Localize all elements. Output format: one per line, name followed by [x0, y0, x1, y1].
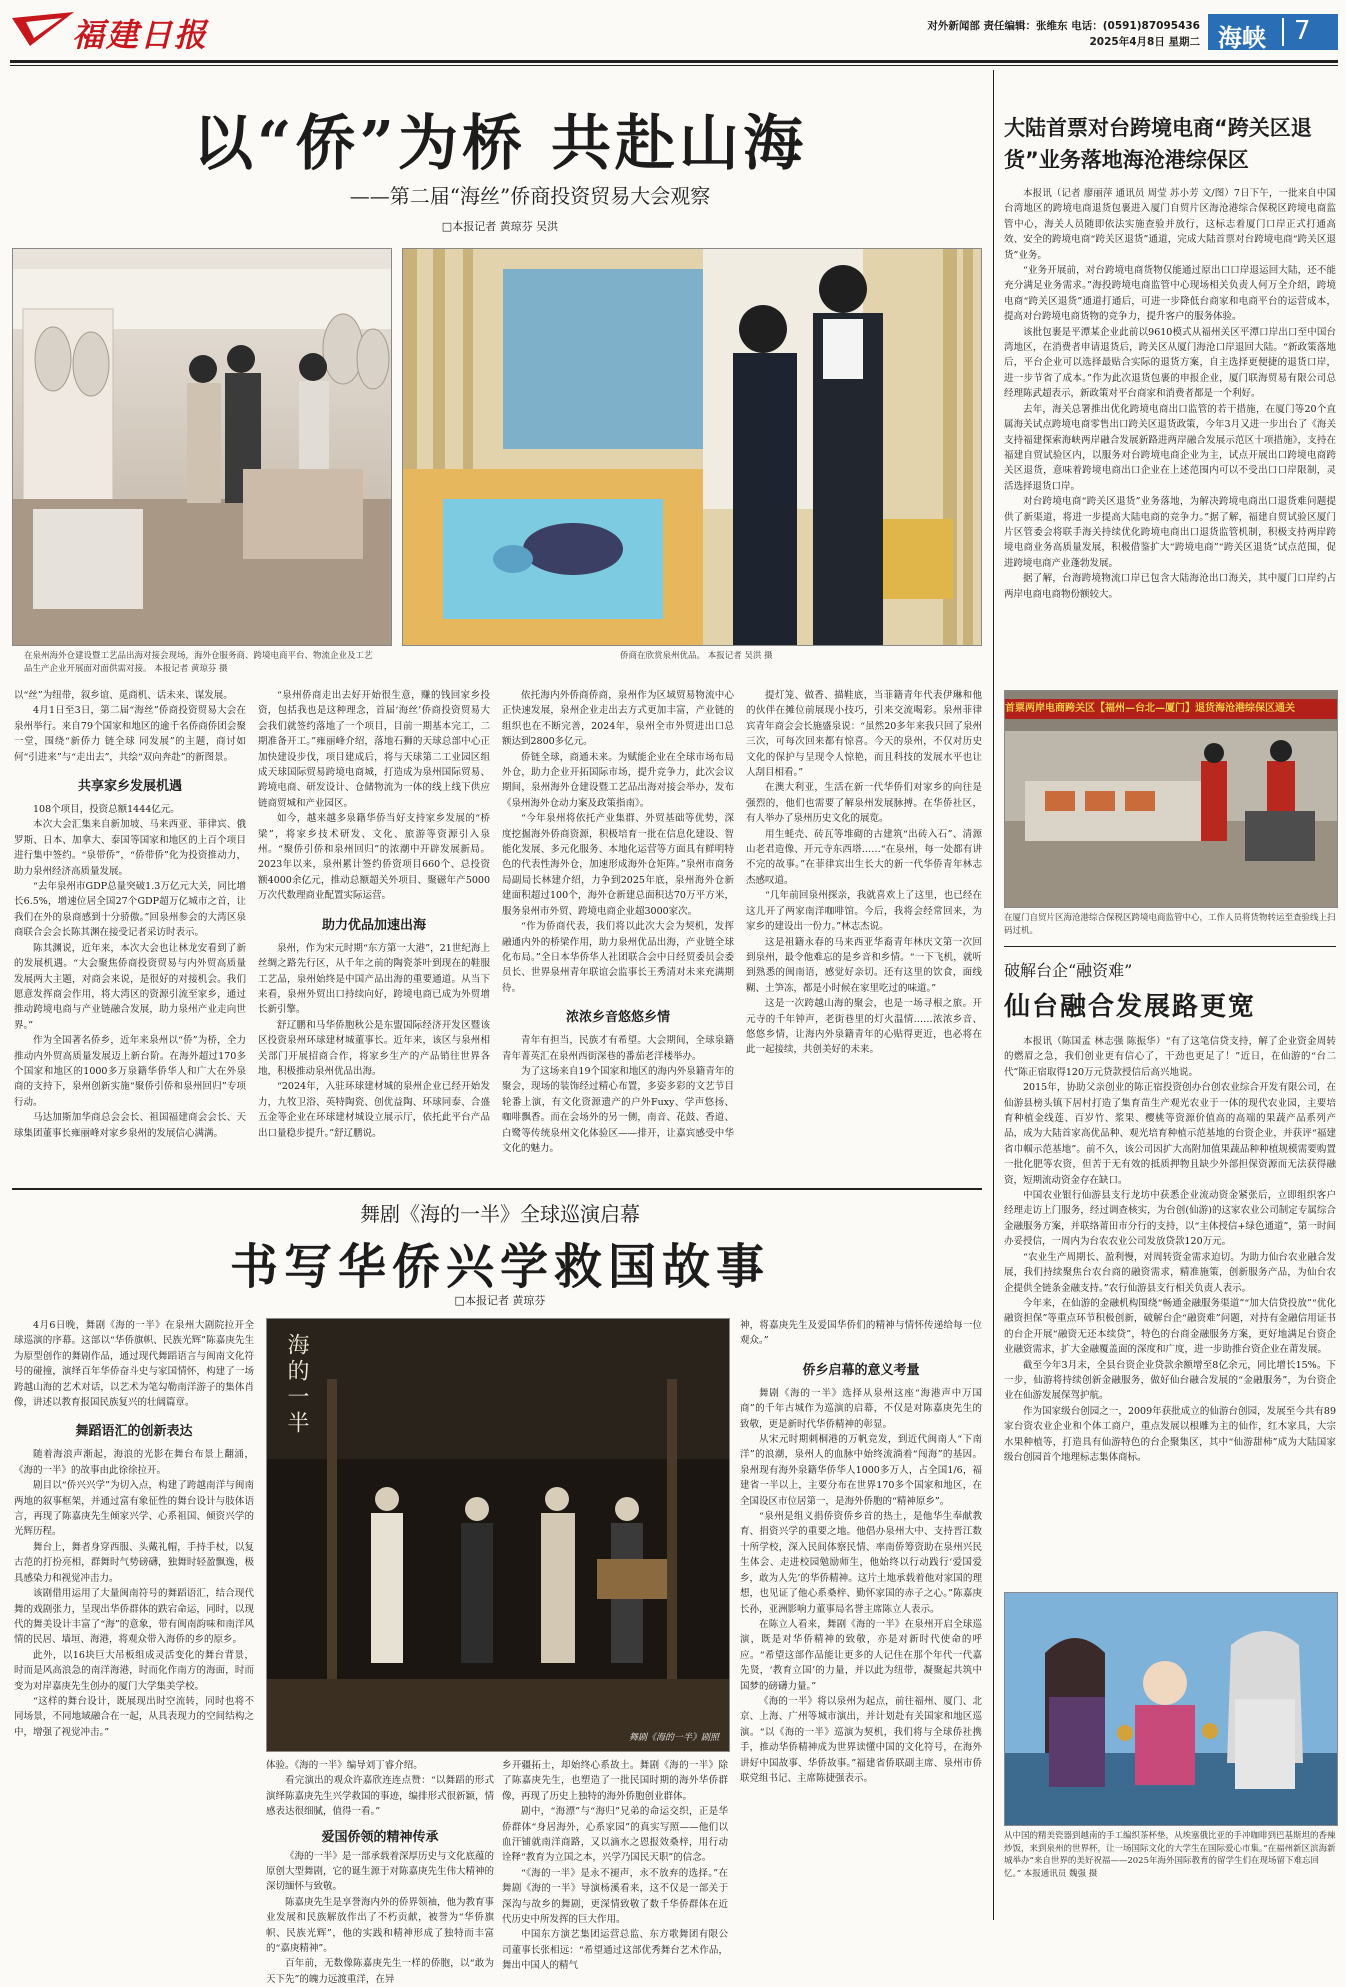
section-heading: 爱国侨领的精神传承	[321, 1829, 439, 1845]
ecommerce-headline: 大陆首票对台跨境电商“跨关区退货”业务落地海沧港综保区	[1004, 116, 1312, 172]
theater-photo-caption: 舞剧《海的一半》剧照	[628, 1733, 719, 1743]
paragraph: 去年，海关总署推出优化跨境电商出口监管的若干措施，在厦门等20个直属海关试点跨境电商零售出口跨关区退货政策，今年3月又进一步出台了《海关支持福建探索海峡两岸融合发展新路进两岸融合发展示范区十项措施》，支持在福建自贸试验区内，以服务对台跨境电商企业为主，试点开展出口跨境电商跨关区退货，意味着跨境电商出口企业在上述范围内可以不受出口口岸限制，灵活选择退货口岸。	[1004, 403, 1336, 492]
paragraph: 中国东方演艺集团运营总监、东方歌舞团有限公司董事长张相远：“希望通过这部优秀舞台艺术作品，舞出中国人的精气	[502, 1929, 728, 1972]
theater-byline: □本报记者 黄琼芬	[454, 1294, 546, 1307]
paragraph: 神，将嘉庚先生及爱国华侨们的精神与情怀传递给每一位观众。”	[740, 1320, 982, 1347]
paragraph: 为了这场来自19个国家和地区的海内外泉籍青年的聚会，现场的装饰经过精心布置，多姿多彩的文艺节目轮番上演，有文化资源遗产的户外Fuxy、学声悠扬、咖啡飘香。而在会场外的另一侧，南音、花鼓、香道、白鹭等传统泉州文化体验区——排开，让嘉宾感受中华文化的魅力。	[502, 1065, 734, 1154]
paragraph: 泉州，作为宋元时期“东方第一大港”，21世纪海上丝绸之路先行区，从千年之前的陶瓷茶叶到现在的鞋服工艺品，泉州始终是中国产品出海的重要通道。从当下来看，泉州外贸出口持续向好，跨境电商已成为外贸增长新引擎。	[258, 942, 490, 1016]
paragraph: “去年泉州市GDP总量突破1.3万亿元大关，同比增长6.5%，增速位居全国27个GDP超万亿城市之首，让我们在外的泉商感到十分骄傲。”回泉州参会的大湾区泉商联合会会长陈其渊在接受记者采访时表示。	[14, 881, 246, 939]
paragraph: 今年来，在仙游的金融机构围绕“畅通金融服务渠道”“加大信贷投放”“优化融资担保”等重点环节积极创新，破解台企“融资难”问题，对持有金融信用证书的台企开展“融资无还本续贷”，特色的台商金融服务方案，更好地满足台资企业融资需求，扩大金融覆盖面的深度和广度，进一步助推台资企业在莆发展。	[1004, 1297, 1336, 1356]
paragraph: 本报讯（记者 廖丽萍 通讯员 周莹 苏小芳 文/图）7日下午，一批来自中国台湾地区的跨境电商退货包裹进入厦门自贸片区海沧港综合保税区跨境电商监管中心，海关人员随即依法实施查验并放行，这标志着厦门口岸正式打通高效、安全的跨境电商“跨关区退货”通道，完成大陆首票对台跨境电商“跨关区退货”业务。	[1004, 188, 1336, 261]
lead-photo-exhibition	[12, 248, 392, 646]
lead-byline: □本报记者 黄琼芬 吴洪	[441, 220, 559, 233]
logo-text: 福建日报	[72, 16, 209, 54]
paragraph: 看完演出的观众许嘉欣连连点赞：“以舞蹈的形式演绎陈嘉庚先生兴学救国的事迹，编排形式很新颖，情感表达很细腻，值得一看。”	[266, 1775, 495, 1818]
paragraph: 这是祖籍永春的马来西亚华裔青年林庆文第一次回到泉州，最令他难忘的是乡音和乡情。“一下飞机，就听到熟悉的闽南语，感觉好亲切。还有这里的饮食，面线糊、土笋冻，都是小时候在家里吃过的味道。”	[746, 936, 982, 994]
paragraph: 乡开疆拓土，却始终心系故土。舞剧《海的一半》除了陈嘉庚先生，也塑造了一批民国时期的海外华侨群像，再现了历史上独特的海外侨胞创业群体。	[502, 1760, 728, 1802]
newspaper-logo[interactable]	[12, 10, 242, 54]
paragraph: 本次大会汇集来自新加坡、马来西亚、菲律宾、俄罗斯、日本、加拿大、泰国等国家和地区的上百个项目进行集中签约。“泉带侨”，“侨带侨”化为投资推动力，助力泉州经济高质量发展。	[14, 819, 246, 877]
paragraph: 百年前，无数像陈嘉庚先生一样的侨胞，以“敢为天下先”的魄力远渡重洋，在异	[266, 1958, 494, 1985]
theater-column-4	[740, 1318, 982, 1918]
right-section-divider	[1004, 946, 1336, 947]
paragraph: 提灯笼、做香、描鞋底，当菲籍青年代表伊琳和他的伙伴在摊位前展现小技巧，引来交流喝彩。泉州菲律宾青年商会会长施盛泉说：“虽然20多年来我只回了泉州三次，可每次回来都有惊喜。今天的泉州，不仅对历史文化的保护与呈现令人惊艳，而且科技的发展水平也让人刮目相看。”	[746, 690, 982, 779]
lead-headline: 以“侨”为桥 共赴山海	[193, 109, 807, 179]
paragraph: 《海的一半》将以泉州为起点，前往福州、厦门、北京、上海、广州等城市演出，并计划赴有关国家和地区巡演。“以《海的一半》巡演为契机，我们将与全球侨社携手，推动华侨精神成为世界读懂中国的文化符号，在海外讲好中国故事、华侨故事。”福建省侨联副主席、泉州市侨联党组书记、主席陈捷强表示。	[740, 1695, 982, 1784]
page-divider	[1282, 18, 1284, 46]
masthead-meta	[800, 18, 1200, 50]
date-line: 2025年4月8日 星期二	[1089, 36, 1200, 48]
paragraph: 截至今年3月末，全县台资企业贷款余额增至8亿余元，同比增长15%。下一步，仙游将持续创新金融服务，做好仙台融合发展的“金融服务”，为台资企业在仙游发展保驾护航。	[1004, 1359, 1336, 1402]
section-heading: 侨乡启幕的意义考量	[802, 1362, 920, 1378]
paragraph: 陈其渊说，近年来，本次大会也让林龙安看到了新的发展机遇。“大会聚焦侨商投资贸易与内外贸高质量发展两大主题，对商会来说，是很好的对接机会。我们愿意发挥商会作用，将大湾区的资源引流至家乡，通过推动跨境电商与产业链融合发展，助力泉州产业走向世界。”	[14, 942, 246, 1031]
paragraph: 该批包裹是平潭某企业此前以9610模式从福州关区平潭口岸出口至中国台湾地区，在消费者申请退货后，跨关区从厦门海沧口岸退回大陆。“新政策落地后，平台企业可以选择最贴合实际的退货方案，自主选择更便捷的退货口岸，进一步节省了成本。”作为此次退货包裹的申报企业，厦门联海贸易有限公司总经理陈武超表示，新政策对平台商家和消费者都是一个利好。	[1004, 326, 1336, 400]
lead-photo1-caption: 在泉州海外仓建设暨工艺品出海对接会现场，海外仓服务商、跨境电商平台、物流企业及工艺品生产企业开展面对面供需对接。 本报记者 黄琼芬 摄	[24, 651, 373, 674]
paragraph: “这样的舞台设计，既展现出时空流转，同时也将不同场景，不同地域融合在一起，从具表现力的空间结构之中，增强了视觉冲击。”	[14, 1695, 254, 1738]
masthead	[0, 0, 1346, 62]
paragraph: 侨链全球，商通未来。为赋能企业在全球市场布局外仓，助力企业开拓国际市场，提升竞争力，此次会议期间，泉州海外仓建设暨工艺品出海对接会举办，发布《泉州海外仓动力案及政策指南》。	[502, 751, 734, 809]
finance-headline: 仙台融合发展路更宽	[1004, 992, 1257, 1022]
paragraph: “几年前回泉州探亲，我就喜欢上了这里，也已经在这儿开了两家南洋咖啡馆。今后，我将会经常回来，为家乡的建设出一份力。”林志杰说。	[746, 890, 982, 933]
paragraph: 《海的一半》是一部承载着深厚历史与文化底蕴的原创大型舞剧，它的诞生源于对陈嘉庚先生伟大精神的深切缅怀与致敬。	[266, 1850, 495, 1893]
lead-column-4	[746, 688, 982, 1182]
theater-column-1	[14, 1318, 254, 1918]
masthead-rule-thin	[10, 65, 1338, 66]
finance-kicker: 破解台企“融资难”	[1004, 961, 1133, 980]
paragraph: 这是一次跨越山海的聚会，也是一场寻根之旅。开元寺的千年钟声，老街巷里的灯火温情……浓浓乡音、悠悠乡情，让海内外泉籍青年的心贴得更近，也必将在此一起接续，共创美好的未来。	[746, 998, 982, 1056]
students-market-photo	[1004, 1592, 1338, 1826]
paragraph: 本报讯（陈国孟 林志强 陈振华）“有了这笔信贷支持，解了企业资金周转的燃眉之急，我们创业更有信心了，干劲也更足了！”近日，在仙游的“台二代”陈正宿取得120万元贷款授信后高兴地说。	[1004, 1036, 1336, 1078]
section-tab[interactable]	[1208, 14, 1338, 50]
paragraph: 体验。《海的一半》编导刘丁睿介绍。	[266, 1760, 423, 1771]
paragraph: 4月6日晚，舞剧《海的一半》在泉州大剧院拉开全球巡演的序幕。这部以“华侨旗帜、民族光辉”陈嘉庚先生为原型创作的舞剧作品，通过现代舞蹈语言与闽南文化符号的碰撞，演绎百年华侨奋斗史与家国情怀，构建了一场跨越山海的艺术对话，以艺术为笔勾勒南洋游子的集体肖像，讲述以教育报国民族复兴的壮阔篇章。	[14, 1320, 254, 1409]
paragraph: 剧目以“侨兴兴学”为切入点，构建了跨越南洋与闽南两地的叙事框架，并通过富有象征性的舞台设计与肢体语言，再现了陈嘉庚先生倾家兴学、心系祖国、倾资兴学的光辉历程。	[14, 1480, 254, 1538]
paragraph: “2024年，入驻环球建材城的泉州企业已经开始发力，九牧卫浴、英特陶瓷、创优益陶、环球同泰、合盛五金等企业在环球建材城设立展示厅，依托此平台产品出口量稳步提升。”舒辽鹏说。	[258, 1081, 490, 1139]
lead-photo-products	[402, 248, 982, 646]
lead-column-2	[258, 688, 490, 1182]
page-number: 7	[1294, 16, 1311, 46]
paragraph: 依托海内外侨商侨商，泉州作为区域贸易物流中心正快速发展，泉州企业走出去方式更加丰富，产业链的组织也在不断完善，2024年，泉州全市外贸进出口总额达到2800多亿元。	[502, 690, 734, 748]
theater-kicker: 舞剧《海的一半》全球巡演启幕	[360, 1202, 640, 1226]
paragraph: 作为国家级台创园之一，2009年获批成立的仙游台创园，发展至今共有89家台资农业企业和个体工商户，重点发展以根雕为主的仙作，红木家具，大宗水果种植等，打造具有仙游特色的台企聚集区，其中“仙游甜柿”成为大陆国家级台创园首个地理标志集体商标。	[1004, 1405, 1336, 1463]
lead-column-1	[14, 688, 246, 1182]
paragraph: 108个项目，投资总额1444亿元。	[33, 804, 180, 816]
paragraph: 随着海浪声渐起，海浪的光影在舞台布景上翻涌，《海的一半》的故事由此徐徐拉开。	[14, 1449, 254, 1476]
paragraph: 马达加斯加华商总会会长、祖国福建商会会长、天球集团董事长雍丽峰对家乡泉州的发展信心满满。	[14, 1112, 246, 1139]
paragraph: 此外，以16块巨大吊板组成灵活变化的舞台背景，时而是风高浪急的南洋海港，时而化作南方的海面，时而变为对岸嘉庚先生创办的厦门大学集美学校。	[14, 1649, 254, 1692]
paragraph: 青年有担当，民族才有希望。大会期间，全球泉籍青年菁英汇在泉州西街深巷的番茄老洋楼举办。	[502, 1035, 734, 1062]
paragraph: 4月1日至3日，第二届“海丝”侨商投资贸易大会在泉州举行。来自79个国家和地区的逾千名侨商侨团会聚一堂，围绕“新侨力 链全球 同发展”的主题，商讨如何“引进来”与“走出去”，共绘“双向奔赴”的新图景。	[14, 705, 246, 763]
section-heading: 浓浓乡音悠悠乡情	[565, 1010, 670, 1026]
paragraph: “业务开展前，对台跨境电商货物仅能通过原出口口岸退运回大陆，还不能充分满足业务需求。”海投跨境电商监管中心现场相关负责人何万全介绍，跨境电商“跨关区退货”通道打通后，可进一步降低台商家和电商平台的运营成本，提高对台跨境电商货物的竞争力，提升客户的服务体验。	[1004, 265, 1336, 323]
masthead-rule	[10, 60, 1338, 63]
section-heading: 助力优品加速出海	[321, 917, 426, 933]
paragraph: 舞剧《海的一半》选择从泉州这座“海港声中万国商”的千年古城作为巡演的启幕，不仅是对陈嘉庚先生的致敬，更是新时代华侨精神的彰显。	[740, 1387, 982, 1430]
right-column-divider	[993, 70, 994, 1920]
paragraph: “泉州是组义捐侨资侨乡首的热土，是他华生奉献教育、捐资兴学的重要之地。他倡办泉州大中、支持晋江数十所学校，深入民间体察民情、率南侨筹资助在泉州兴民生体会、走进校园勉励师生，他始终以行动践行‘爱国爱乡，敢为人先’的华侨精神。这片土地承载着他对家国的理想，也见证了他心系桑梓、勤怀家国的赤子之心。”陈嘉庚长孙，亚洲影响力董事局名誉主席陈立人表示。	[740, 1511, 982, 1615]
ecommerce-photo-caption: 在厦门自贸片区海沧港综合保税区跨境电商监管中心，工作人员将货物转运至查验线上扫码过机。	[1004, 913, 1336, 936]
paragraph: 用生蚝壳、砖瓦等堆砌的古建筑“出砖入石”、清源山老君造像、开元寺东西塔……“在泉州，每一处都有讲不完的故事。”在菲律宾出生长大的新一代华侨青年林志杰感叹道。	[746, 828, 982, 886]
photo-banner: 首票两岸电商跨关区【福州—台北—厦门】退货海沧港综保区通关	[1005, 699, 1337, 719]
ecommerce-warehouse-photo	[1004, 690, 1338, 908]
paragraph: 该剧借用运用了大量闽南符号的舞蹈语汇，结合现代舞的戏剧张力，呈现出华侨群体的跌宕命运，同时，以现代的舞美设计丰富了“海”的意象，带有闽南韵味和南洋风情的民居、墙垣、海港，将观众带入海侨的乡的原乡。	[14, 1588, 254, 1646]
students-photo-caption: 从中国的精美瓷器到越南的手工编织茶杯垫，从埃塞俄比亚的手冲咖啡到巴基斯坦的香辣炒饭，来到泉州的世界杯，让一场国际文化的大学生在国际爱心市集。”在福州新区滨海新城举办“来自世界的美好祝福——2025年海外国际教育的留学生们在现场留下难忘回忆。” 本报通讯员 魏强 摄	[1004, 1831, 1336, 1879]
paragraph: 2015年，协助父亲创业的陈正宿投资创办台创农业综合开发有限公司，在仙游县榜头镇下居村打造了集育苗生产观光农业于一体的现代农业园，主要培育种植金线莲、百岁竹、浆果、樱桃等资源价值高的高端的果蔬产品系列产品，成为大陆首家高优品种、观光培育种植示范基地的台资企业，并获评“福建省巾帼示范基地”。前不久，该公司因扩大高附加值果蔬品种种植规模需要购置一批化肥等农资，但苦于无有效的抵质押物且缺少外部担保资源而无法获得融资，短期流动资金存在缺口。	[1004, 1082, 1336, 1186]
paragraph: 以“丝”为纽带，叙乡谊、觅商机、话未来、谋发展。	[14, 690, 233, 701]
paragraph: “农业生产周期长、盈利慢，对周转资金需求迫切。为助力仙台农业融合发展，我们持续聚焦台农台商的融资需求，精准施策，创新服务产品，为仙台农企提供全链条金融支持。”农行仙游县支行相关负责人表示。	[1004, 1251, 1336, 1294]
paragraph: “作为侨商代表，我们将以此次大会为契机，发挥融通内外的桥梁作用，助力泉州优品出海，产业链全球化布局。”全日本华侨华人社团联合会中日经贸委员会委员长、世界泉州青年联谊会监事长王秀清对未来充满期待。	[502, 921, 734, 994]
section-heading: 舞蹈语汇的创新表达	[75, 1424, 193, 1440]
paragraph: “泉州侨商走出去好开始很生意，赚的钱回家乡投资，包括我也是这种理念，首届‘海丝’侨商投资贸易大会我们就签约落地了一个项目，目前一期基本完工，二期准备开工。”雍丽峰介绍，落地石狮的天球总部中心正加快建设步伐，项目建成后，将与天球第二工业园区组成天球国际贸易跨境电商城，打造成为泉州国际贸易、跨境电商、研发设计、仓储物流为一体的线上线下供应链商贸城和产业园区。	[258, 690, 490, 809]
theater-column-3	[502, 1758, 728, 1972]
paragraph: 中国农业银行仙游县支行龙坊中获悉企业流动资金紧张后，立即组织客户经理走访上门服务，经过调查核实，为台创(仙游)的这家农业公司制定专属综合金融服务方案，并联络莆田市分行的支持，以“主体授信+绿色通道”，第一时间办妥授信，一周内为台农农业公司发放贷款120万元。	[1004, 1190, 1336, 1248]
finance-body	[1004, 1034, 1336, 1584]
paragraph: 如今，越来越多泉籍华侨当好支持家乡发展的“桥梁”，将家乡技术研发、文化、旅游等资源引入泉州。“聚侨引侨和泉州回归”的浓潮中开辟发展新局。2023年以来，泉州累计签约侨资项目660个、总投资额4000余亿元，推动总额超关外项目、聚磁年产5000万次代数理商业配置实际运营。	[258, 813, 490, 902]
theater-column-2	[266, 1758, 495, 1985]
paragraph: 作为全国著名侨乡，近年来泉州以“侨”为桥，全力推动内外贸高质量发展迈上新台阶。在海外超过170多个国家和地区的1000多万泉籍华侨华人和广大在外泉商的支持下，泉州创新实施“聚侨引侨和泉州回归”专项行动。	[14, 1035, 246, 1108]
paragraph: 在澳大利亚，生活在新一代华侨们对家乡的向往是强烈的，他们也需要了解泉州发展脉搏。在华侨社区，有人举办了泉州历史文化的展览。	[746, 782, 982, 825]
poster-calligraphy: 海的一半	[284, 1333, 309, 1437]
editor-line: 对外新闻部 责任编辑：张维东 电话：(0591)87095436	[927, 20, 1200, 32]
lead-subheadline: ——第二届“海丝”侨商投资贸易大会观察	[349, 184, 711, 208]
theater-stage-photo	[266, 1318, 730, 1752]
paragraph: “《海的一半》是永不褪声，永不放弃的选择。”在舞剧《海的一半》导演杨溪看来，这不仅是一部关于深沟与故乡的舞剧，更深情致敬了数千华侨群体在近代历史中所发挥的巨大作用。	[502, 1867, 728, 1926]
paragraph: 从宋元时期刺桐港的万帆竞发，到近代闽南人“下南洋”的浪潮，泉州人的血脉中始终流淌着“闯海”的基因。泉州现有海外泉籍华侨华人1000多万人，占全国1/6，福建省一半以上，主要分布在世界170多个国家和地区，在全国设区市位居第一，是海外侨胞的“精神原乡”。	[740, 1434, 982, 1507]
paragraph: 陈嘉庚先生是享誉海内外的侨界领袖，他为教育事业发展和民族解放作出了不朽贡献，被誉为“华侨旗帜、民族光辉”，他的实践和精神形成了独特而丰富的“嘉庚精神”。	[266, 1896, 495, 1955]
ecommerce-body	[1004, 186, 1336, 676]
paragraph: 据了解，台海跨境物流口岸已包含大陆海沧出口海关，其中厦门口岸约占两岸电商电商物份额较大。	[1004, 573, 1336, 600]
lead-column-3	[502, 688, 734, 1182]
section-divider	[12, 1188, 982, 1190]
paragraph: 对台跨境电商“跨关区退货”业务落地，为解决跨境电商出口退货难问题提供了新渠道，将进一步提高大陆电商的竞争力。”据了解，福建自贸试验区厦门片区管委会将联手海关持续优化跨境电商出口退货监管机制，积极支持两岸跨境电商业务高质量发展，积极借鉴扩大“跨境电商”“跨关区退货”试点范围，促进跨境电商产业蓬勃发展。	[1004, 496, 1336, 569]
paragraph: “今年泉州将依托产业集群、外贸基础等优势，深度挖掘海外侨商资源，积极培育一批在信息化建设、智能化发展、多元化服务、本地化运营等方面具有鲜明特色的代表性海外仓，加速形成海外仓矩阵。”泉州市商务局副局长林建介绍，力争到2025年底，泉州海外仓新建面积超过100个，海外仓新建总面积达70万平方米，服务泉州市外贸、跨境电商企业超3000家次。	[502, 813, 734, 917]
paragraph: 在陈立人看来，舞剧《海的一半》在泉州开启全球巡演，既是对华侨精神的致敬，亦是对新时代使命的呼应。“希望这部作品能让更多的人记住在那个年代一代嘉先贤，‘教育立国’的力量，并以此为纽带，凝聚起共筑中国梦的磅礴力量。”	[740, 1618, 982, 1692]
section-heading: 共享家乡发展机遇	[77, 779, 182, 795]
paragraph: 剧中，“海漂”与“海归”兄弟的命运交织，正是华侨群体“身居海外，心系家园”的真实写照——他们以血汗铺就南洋商路，又以滴水之恩报效桑梓，用行动诠释“教育为立国之本，兴学乃国民天职”的信念。	[502, 1806, 728, 1864]
paragraph: 舒辽鹏和马华侨胞秋公是东盟国际经济开发区暨该区投资泉州环球建材城董事长。近年来，该区与泉州相关部门开展招商合作，将家乡生产的产品销往世界各地，积极推动泉州优品出海。	[258, 1019, 490, 1077]
lead-photo2-caption: 侨商在欣赏泉州优品。 本报记者 吴洪 摄	[620, 651, 773, 661]
paragraph: 舞台上，舞者身穿西服、头戴礼帽，手持手杖，以复古范的打扮亮相，群舞时气势磅礴，独舞时轻盈飘逸，极具感染力和视觉冲击力。	[14, 1541, 254, 1584]
section-name: 海峡	[1218, 24, 1266, 52]
theater-headline: 书写华侨兴学救国故事	[229, 1239, 770, 1295]
